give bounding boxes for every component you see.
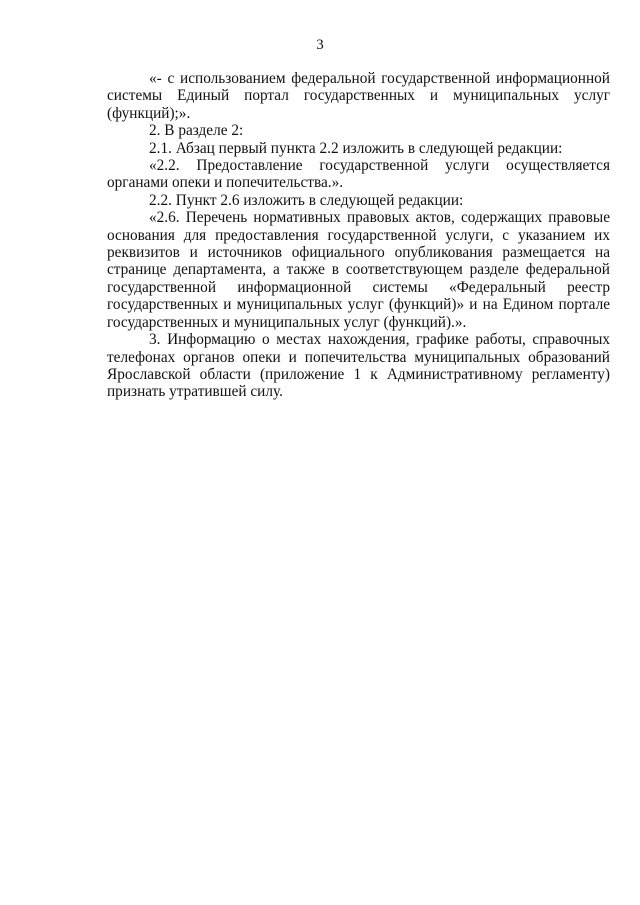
paragraph-quote-2-6: «2.6. Перечень нормативных правовых актов, содержащих правовые основания для предоставления государственной услуги, с указанием их реквизитов и источников официального опубликования размещается на странице департамента, а также в соответствующем разделе федеральной государственной информационной системы «Федеральный реестр государственных и муниципальных услуг (функций)» и на Едином портале государственных и муниципальных услуг (функций).». xyxy=(107,209,610,331)
paragraph-3: 3. Информацию о местах нахождения, графике работы, справочных телефонах органов опеки и попечительства муниципальных образований Ярославской области (приложение 1 к Административному регламенту) признать утратившей силу. xyxy=(107,331,610,401)
paragraph-item-portal: «- с использованием федеральной государственной информационной системы Единый портал государственных и муниципальных услуг (функций);». xyxy=(107,70,610,122)
paragraph-quote-2-2: «2.2. Предоставление государственной услуги осуществляется органами опеки и попечительства.». xyxy=(107,157,610,192)
paragraph-2-2: 2.2. Пункт 2.6 изложить в следующей редакции: xyxy=(149,191,464,209)
paragraph-section-2: 2. В разделе 2: xyxy=(149,122,244,140)
document-body xyxy=(107,70,610,401)
page-number: 3 xyxy=(316,37,324,53)
paragraph-2-1: 2.1. Абзац первый пункта 2.2 изложить в следующей редакции: xyxy=(149,139,563,157)
